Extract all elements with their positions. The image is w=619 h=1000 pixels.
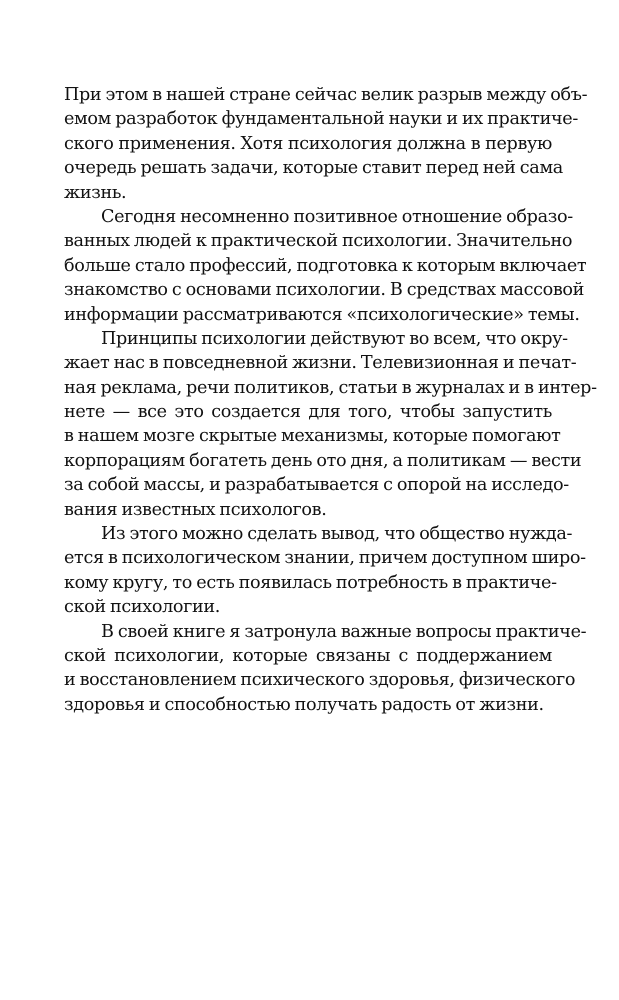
text-line: информации рассматриваются «психологические» темы.: [64, 304, 580, 325]
text-line: Сегодня несомненно позитивное отношение образо-: [101, 206, 573, 227]
text-line: нете — все это создается для того, чтобы запустить: [64, 402, 552, 423]
text-line: и восстановлением психического здоровья, физического: [64, 670, 576, 691]
text-line: очередь решать задачи, которые ставит перед ней сама: [64, 158, 563, 179]
text-line: ского применения. Хотя психология должна в первую: [64, 133, 552, 154]
text-line: здоровья и способностью получать радость от жизни.: [64, 694, 544, 715]
paragraph-3: [64, 327, 597, 522]
text-line: в нашем мозге скрытые механизмы, которые помогают: [64, 426, 561, 447]
text-line: ванных людей к практической психологии. Значительно: [64, 231, 573, 252]
text-line: Из этого можно сделать вывод, что общество нужда-: [101, 524, 573, 545]
text-line: ная реклама, речи политиков, статьи в журналах и в интер-: [64, 377, 597, 398]
text-line: жизнь.: [64, 182, 127, 203]
text-line: больше стало профессий, подготовка к которым включает: [64, 255, 587, 276]
text-line: вания известных психологов.: [64, 499, 327, 520]
text-line: Принципы психологии действуют во всем, что окру-: [101, 328, 568, 349]
text-line: ской психологии, которые связаны с поддержанием: [64, 645, 552, 666]
text-line: корпорациям богатеть день ото дня, а политикам — вести: [64, 450, 582, 471]
body-text: [64, 83, 597, 717]
paragraph-2: [64, 205, 587, 327]
text-line: В своей книге я затронула важные вопросы практиче-: [101, 621, 587, 642]
text-line: емом разработок фундаментальной науки и их практиче-: [64, 109, 578, 130]
text-line: ской психологии.: [64, 597, 221, 618]
paragraph-1: [64, 83, 588, 205]
text-line: жает нас в повседневной жизни. Телевизионная и печат-: [64, 353, 577, 374]
text-line: знакомство с основами психологии. В средствах массовой: [64, 280, 584, 301]
text-line: за собой массы, и разрабатывается с опорой на исследо-: [64, 475, 569, 496]
paragraph-4: [64, 522, 586, 620]
text-line: При этом в нашей стране сейчас велик разрыв между объ-: [64, 85, 588, 105]
text-line: кому кругу, то есть появилась потребность в практиче-: [64, 572, 557, 593]
text-line: ется в психологическом знании, причем доступном широ-: [64, 548, 586, 569]
paragraph-5: [64, 620, 587, 718]
